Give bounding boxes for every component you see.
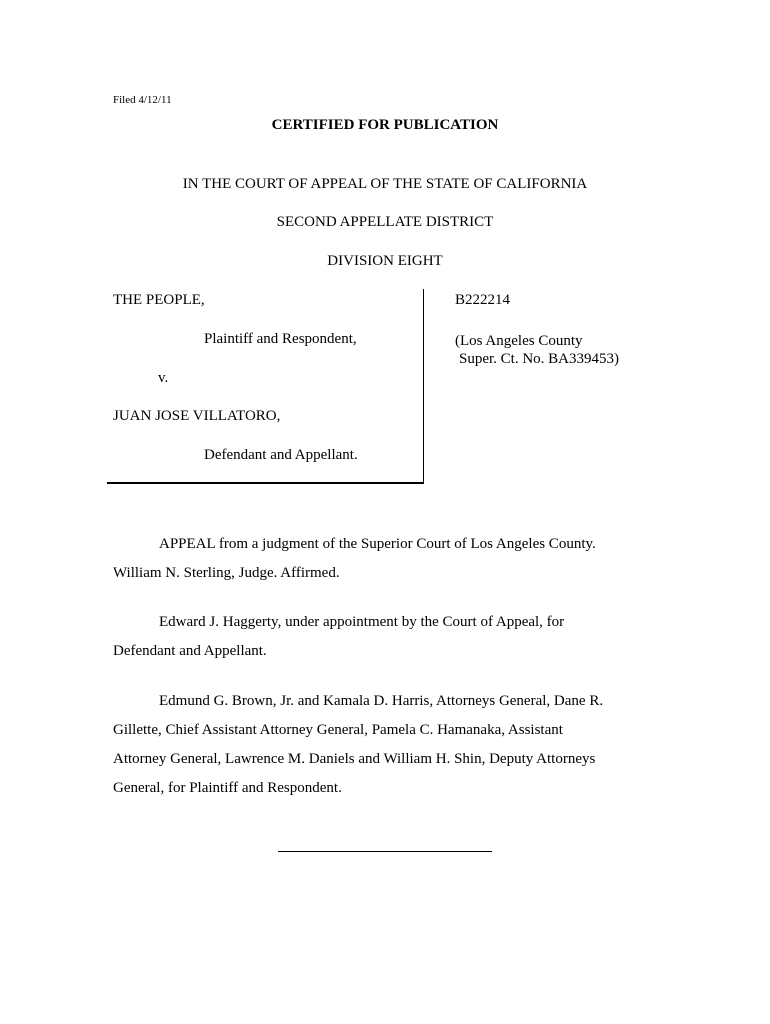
- lower-court-reference: [455, 332, 619, 368]
- division: DIVISION EIGHT: [327, 253, 443, 269]
- lower-court-county: (Los Angeles County: [455, 333, 583, 349]
- respondent-counsel-line: Attorney General, Lawrence M. Daniels and William H. Shin, Deputy Attorneys: [113, 751, 596, 767]
- section-separator-rule: [278, 851, 492, 852]
- appeal-line: APPEAL from a judgment of the Superior Court of Los Angeles County.: [159, 536, 596, 552]
- respondent-counsel-line: Edmund G. Brown, Jr. and Kamala D. Harris, Attorneys General, Dane R.: [159, 693, 604, 709]
- appeal-paragraph: [113, 530, 658, 588]
- plaintiff-role: Plaintiff and Respondent,: [204, 331, 357, 347]
- plaintiff-name: THE PEOPLE,: [113, 292, 205, 308]
- appellate-district: SECOND APPELLATE DISTRICT: [276, 214, 494, 230]
- case-number: B222214: [455, 292, 511, 308]
- caption-bottom-divider: [107, 482, 424, 484]
- appellant-counsel-line: Defendant and Appellant.: [113, 643, 267, 659]
- defendant-role: Defendant and Appellant.: [204, 447, 358, 463]
- appeal-line: William N. Sterling, Judge. Affirmed.: [113, 565, 340, 581]
- appellant-counsel-line: Edward J. Haggerty, under appointment by the Court of Appeal, for: [159, 614, 565, 630]
- respondent-counsel-line: Gillette, Chief Assistant Attorney General, Pamela C. Hamanaka, Assistant: [113, 722, 563, 738]
- appellant-counsel-paragraph: [113, 608, 658, 666]
- lower-court-case-number: Super. Ct. No. BA339453): [459, 351, 620, 367]
- respondent-counsel-paragraph: [113, 687, 658, 803]
- respondent-counsel-line: General, for Plaintiff and Respondent.: [113, 780, 342, 796]
- versus-label: v.: [158, 370, 169, 386]
- court-name: IN THE COURT OF APPEAL OF THE STATE OF CALIFORNIA: [182, 176, 588, 192]
- certification-heading: CERTIFIED FOR PUBLICATION: [271, 117, 499, 133]
- defendant-name: JUAN JOSE VILLATORO,: [113, 408, 281, 424]
- caption-vertical-divider: [423, 289, 424, 484]
- filed-date: Filed 4/12/11: [113, 94, 172, 106]
